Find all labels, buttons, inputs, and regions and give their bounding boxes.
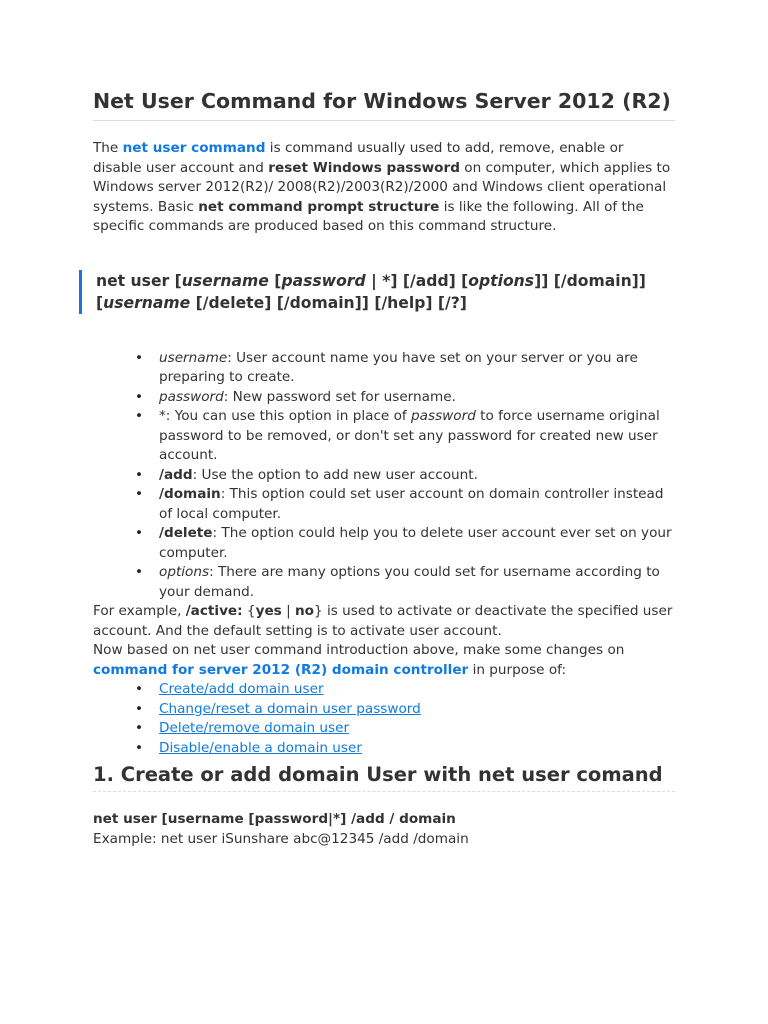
param-term: /delete <box>159 525 213 541</box>
disable-domain-user-link[interactable]: Disable/enable a domain user <box>159 739 362 756</box>
purpose-text: in purpose of: <box>468 661 567 678</box>
command-example: Example: net user iSunshare abc@12345 /add /domain <box>93 830 469 847</box>
purpose-paragraph <box>93 641 675 680</box>
example-text: { <box>242 603 256 619</box>
purpose-text: Now based on net user command introduction above, make some changes on <box>93 642 625 658</box>
delete-domain-user-link[interactable]: Delete/remove domain user <box>159 720 350 736</box>
param-term: username <box>159 349 228 366</box>
param-desc: : New password set for username. <box>223 388 456 405</box>
purpose-link-list <box>93 680 675 758</box>
syntax-part: | *] [/add] [ <box>365 271 469 290</box>
param-desc: to force username original password to be removed, or don't set any password for created new user account. <box>159 408 660 463</box>
intro-text-4: is like the following. All of the specific commands are produced based on this command structure. <box>93 198 644 234</box>
parameter-list <box>93 349 675 603</box>
syntax-username: username <box>181 271 269 290</box>
syntax-username: username <box>103 293 191 312</box>
intro-text-1: The <box>93 140 123 156</box>
reset-domain-user-password-link[interactable]: Change/reset a domain user password <box>159 700 421 717</box>
domain-controller-command-link[interactable]: command for server 2012 (R2) domain controller <box>93 661 469 678</box>
list-item <box>159 700 675 720</box>
page-title: Net User Command for Windows Server 2012 (R2) <box>93 86 675 121</box>
list-item <box>159 680 675 700</box>
intro-text-3: on computer, which applies to Windows server 2012(R2)/ 2008(R2)/2003(R2)/2000 and Windows client operational systems. Basic <box>93 159 671 215</box>
syntax-password: password <box>281 271 366 290</box>
list-item <box>159 388 675 408</box>
article <box>93 86 675 849</box>
param-desc: : There are many options you could set for username according to your demand. <box>159 564 660 600</box>
list-item <box>159 466 675 486</box>
intro-bold-2: net command prompt structure <box>198 198 440 215</box>
param-desc: : The option could help you to delete user account ever set on your computer. <box>159 525 672 561</box>
list-item <box>159 524 675 563</box>
param-term: options <box>159 564 210 580</box>
syntax-options: options <box>468 271 535 290</box>
param-term: /add <box>159 466 193 483</box>
param-desc: : Use the option to add new user account. <box>192 466 478 483</box>
param-term: /domain <box>159 486 221 502</box>
list-item <box>159 563 675 602</box>
syntax-part: [ <box>268 271 282 290</box>
example-bold: yes <box>255 603 282 619</box>
example-bold: /active: <box>185 603 243 619</box>
net-user-command-link[interactable]: net user command <box>122 140 266 156</box>
list-item <box>159 407 675 466</box>
create-domain-user-link[interactable]: Create/add domain user <box>159 681 324 697</box>
syntax-part: [/delete] [/domain]] [/help] [/?] <box>190 293 467 312</box>
param-term: * <box>159 408 166 424</box>
param-desc: : This option could set user account on domain controller instead of local computer. <box>159 486 664 522</box>
list-item <box>159 349 675 388</box>
list-item <box>159 719 675 739</box>
intro-bold-1: reset Windows password <box>268 159 460 176</box>
section-heading: 1. Create or add domain User with net user comand <box>93 761 675 792</box>
intro-paragraph <box>93 139 675 237</box>
syntax-part: ]] [/domain]] [ <box>96 271 646 312</box>
param-desc: : User account name you have set on your server or you are preparing to create. <box>159 349 638 385</box>
example-bold: no <box>295 603 315 619</box>
param-desc: : You can use this option in place of <box>165 408 412 424</box>
param-emphasis: password <box>411 408 476 424</box>
param-term: password <box>159 388 224 405</box>
example-text: } is used to activate or deactivate the specified user account. And the default setting is to activate user account. <box>93 603 673 639</box>
syntax-part: net user [ <box>96 271 182 290</box>
list-item <box>159 485 675 524</box>
list-item <box>159 739 675 759</box>
intro-text-2: is command usually used to add, remove, enable or disable user account and <box>93 140 624 176</box>
command-syntax <box>79 270 675 314</box>
example-paragraph <box>93 602 675 641</box>
example-text: | <box>281 603 295 619</box>
command-line: net user [username [password|*] /add / domain <box>93 811 456 827</box>
example-text: For example, <box>93 603 186 619</box>
